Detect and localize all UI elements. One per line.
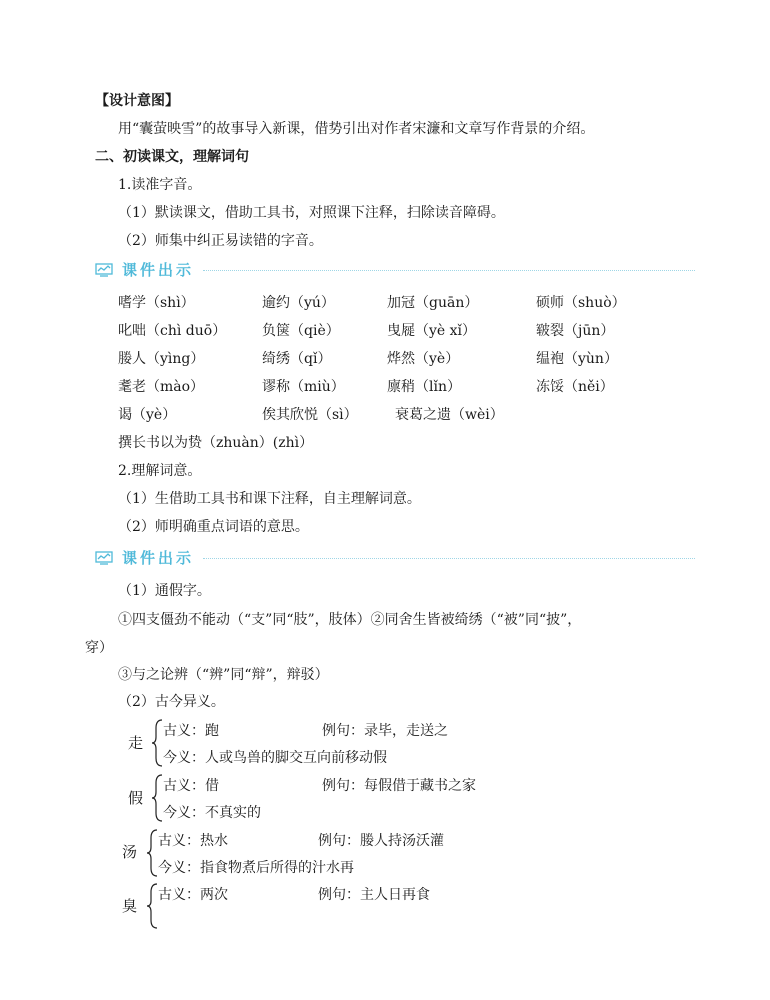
guzhin-ancient: 古义：热水 xyxy=(158,833,228,849)
step-self-study: （1）生借助工具书和课下注释，自主理解词意。 xyxy=(118,491,421,507)
courseware-label: 课件出示 xyxy=(122,261,195,279)
guzhin-ancient: 古义：跑 xyxy=(163,723,219,739)
design-intent-heading: 【设计意图】 xyxy=(95,93,179,109)
guzhin-char: 走 xyxy=(128,734,144,752)
pinyin-cell: 逾约（yú） xyxy=(262,295,335,311)
courseware-banner xyxy=(95,549,695,569)
pinyin-cell: 廪稍（lǐn） xyxy=(387,379,461,395)
pinyin-cell: 负箧（qiè） xyxy=(262,323,340,339)
pinyin-cell: 撰长书以为贽（zhuàn）(zhì） xyxy=(118,435,314,451)
brace xyxy=(145,882,159,930)
brace xyxy=(150,718,164,768)
step-understand-words: 2.理解词意。 xyxy=(118,463,202,479)
pinyin-cell: 嗜学（shì） xyxy=(118,295,195,311)
pinyin-cell: 硕师（shuò） xyxy=(536,295,626,311)
tongjia-heading: （1）通假字。 xyxy=(118,583,211,599)
step-teacher-explains: （2）师明确重点词语的意思。 xyxy=(118,519,309,535)
pinyin-cell: 耄老（mào） xyxy=(118,379,205,395)
step-teacher-correction: （2）师集中纠正易读错的字音。 xyxy=(118,233,323,249)
slideshow-icon xyxy=(95,551,113,565)
guzhin-ancient: 古义：两次 xyxy=(158,887,228,903)
guzhin-modern: 今义：人或鸟兽的脚交互向前移动假 xyxy=(163,750,387,766)
guzhin-char: 假 xyxy=(128,789,144,807)
pinyin-cell: 叱咄（chì duō） xyxy=(118,323,227,339)
pinyin-cell: 绮绣（qǐ） xyxy=(262,351,332,367)
guzhin-example: 例句：每假借于藏书之家 xyxy=(322,778,476,794)
pinyin-cell: 俟其欣悦（sì） xyxy=(262,407,358,423)
tongjia-line: ①四支僵劲不能动（“支”同“肢”，肢体）②同舍生皆被绮绣（“被”同“披”， xyxy=(118,612,582,628)
tongjia-line: ③与之论辨（“辨”同“辩”，辩驳） xyxy=(118,667,329,683)
guzhin-char: 臭 xyxy=(122,897,138,915)
pinyin-cell: 谬称（miù） xyxy=(262,379,345,395)
guzhin-modern: 今义：指食物煮后所得的汁水再 xyxy=(158,860,354,876)
pinyin-cell: 衰葛之遗（wèi） xyxy=(395,407,504,423)
courseware-label: 课件出示 xyxy=(122,549,195,567)
guzhin-example: 例句：录毕，走送之 xyxy=(322,723,448,739)
tongjia-line: 穿） xyxy=(85,640,113,656)
pinyin-cell: 曳屣（yè xǐ） xyxy=(387,323,477,339)
pinyin-cell: 皲裂（jūn） xyxy=(536,323,615,339)
section-heading: 二、初读课文，理解词句 xyxy=(95,149,249,165)
guzhin-modern: 今义：不真实的 xyxy=(163,805,261,821)
pinyin-cell: 加冠（guān） xyxy=(387,295,479,311)
courseware-banner xyxy=(95,261,695,281)
pinyin-cell: 媵人（yìng） xyxy=(118,351,205,367)
guzhin-example: 例句：主人日再食 xyxy=(318,887,430,903)
brace xyxy=(145,828,159,878)
dotted-divider xyxy=(203,270,695,271)
guzhin-char: 汤 xyxy=(122,843,138,861)
pinyin-cell: 缊袍（yùn） xyxy=(536,351,618,367)
slideshow-icon xyxy=(95,263,113,277)
pinyin-cell: 冻馁（něi） xyxy=(536,379,614,395)
brace xyxy=(150,773,164,823)
pinyin-cell: 烨然（yè） xyxy=(387,351,460,367)
step-read-pronunciation: 1.读准字音。 xyxy=(118,177,202,193)
guzhin-example: 例句：媵人持汤沃灌 xyxy=(318,833,444,849)
dotted-divider xyxy=(203,558,695,559)
step-silent-reading: （1）默读课文，借助工具书，对照课下注释，扫除读音障碍。 xyxy=(118,205,505,221)
guzhin-ancient: 古义：借 xyxy=(163,778,219,794)
design-intent-text: 用“囊萤映雪”的故事导入新课，借势引出对作者宋濂和文章写作背景的介绍。 xyxy=(118,121,595,137)
guzhin-heading: （2）古今异义。 xyxy=(118,694,225,710)
pinyin-cell: 谒（yè） xyxy=(118,407,177,423)
